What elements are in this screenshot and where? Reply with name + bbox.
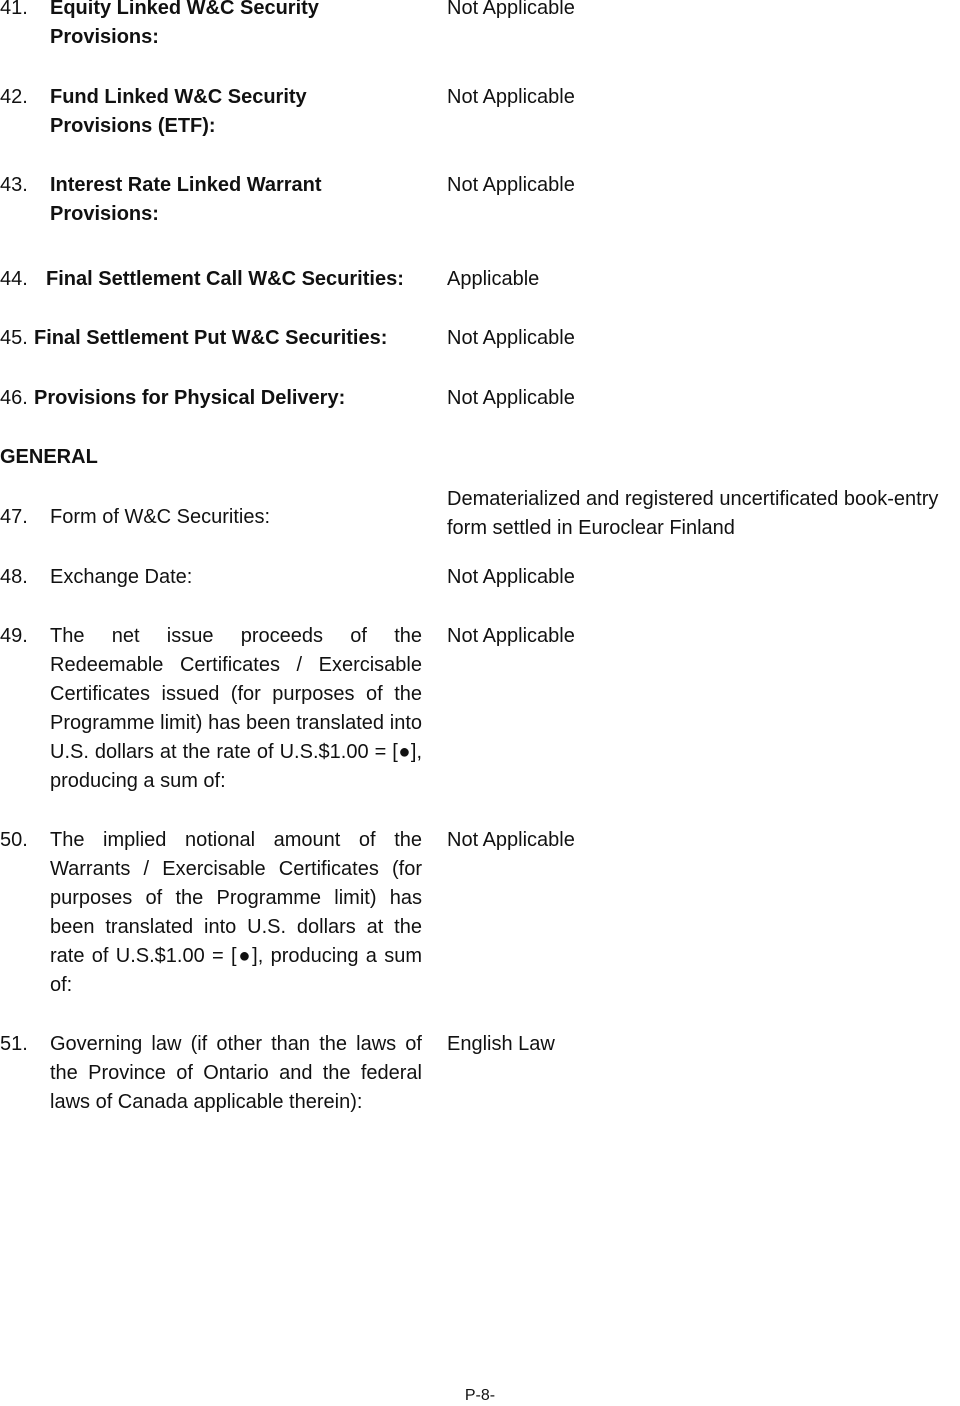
section-heading-general: GENERAL xyxy=(0,446,98,468)
item-number: 44. xyxy=(0,268,28,290)
item-number: 42. xyxy=(0,86,28,108)
item-label-line: Interest Rate Linked Warrant xyxy=(50,174,322,196)
item-label-line: Equity Linked W&C Security xyxy=(50,0,319,19)
item-number: 50. xyxy=(0,829,28,851)
item-label-line: Provisions: xyxy=(50,203,159,225)
item-number: 46. xyxy=(0,387,28,409)
item-number: 51. xyxy=(0,1033,28,1055)
item-number: 45. xyxy=(0,327,28,349)
item-value: Not Applicable xyxy=(447,387,575,409)
item-value: Not Applicable xyxy=(447,625,575,647)
item-label-line: Provisions (ETF): xyxy=(50,115,216,137)
item-label-line: Provisions for Physical Delivery: xyxy=(34,387,346,409)
item-number: 43. xyxy=(0,174,28,196)
item-label-paragraph: The net issue proceeds of the Redeemable Certificates / Exercisable Certificates issued (for purposes of the Programme limit) has been translated into U.S. dollars at the rate of U.S.$1.00 = [●], producing a sum of: xyxy=(50,625,422,792)
item-value: English Law xyxy=(447,1033,555,1055)
item-value: Not Applicable xyxy=(447,86,575,108)
item-value-line: Dematerialized and registered uncertificated book-entry xyxy=(447,488,939,510)
item-number: 47. xyxy=(0,506,28,528)
item-label-line: Final Settlement Call W&C Securities: xyxy=(46,268,404,290)
item-value-line: form settled in Euroclear Finland xyxy=(447,517,735,539)
item-label-line: Exchange Date: xyxy=(50,566,193,588)
item-label-line: Provisions: xyxy=(50,26,159,48)
page-number: P-8- xyxy=(464,1387,496,1404)
item-value: Not Applicable xyxy=(447,327,575,349)
item-number: 49. xyxy=(0,625,28,647)
item-value: Not Applicable xyxy=(447,0,575,19)
item-label-line: Form of W&C Securities: xyxy=(50,506,271,528)
item-number: 48. xyxy=(0,566,28,588)
item-number: 41. xyxy=(0,0,28,19)
item-label-line: Final Settlement Put W&C Securities: xyxy=(34,327,388,349)
item-label-paragraph: The implied notional amount of the Warrants / Exercisable Certificates (for purposes of the Programme limit) has been translated into U.S. dollars at the rate of U.S.$1.00 = [●], producing a sum of: xyxy=(50,829,422,996)
item-value: Applicable xyxy=(447,268,540,290)
item-value: Not Applicable xyxy=(447,566,575,588)
item-value: Not Applicable xyxy=(447,174,575,196)
item-label-paragraph: Governing law (if other than the laws of the Province of Ontario and the federal laws of Canada applicable therein): xyxy=(50,1033,422,1113)
item-value: Not Applicable xyxy=(447,829,575,851)
item-label-line: Fund Linked W&C Security xyxy=(50,86,307,108)
